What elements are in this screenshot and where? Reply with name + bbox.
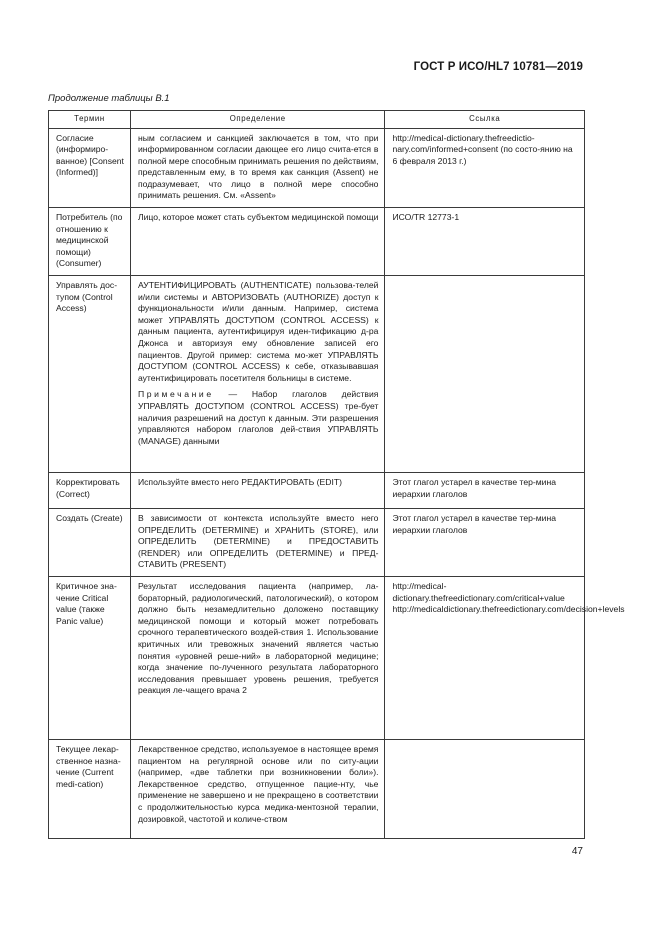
reference-cell: ИСО/TR 12773-1 xyxy=(385,208,585,276)
reference-cell xyxy=(385,276,585,473)
reference-cell: http://medical-dictionary.thefreedictionary.com/critical+value http://medicaldictionary.thefreedictionary.com/decision+levels xyxy=(385,577,585,740)
table-continuation-caption: Продолжение таблицы B.1 xyxy=(48,93,170,104)
table-row xyxy=(49,740,585,839)
table-row xyxy=(49,208,585,276)
table-row xyxy=(49,509,585,577)
term-cell: Корректировать (Correct) xyxy=(49,473,131,509)
column-header-term: Термин xyxy=(49,111,131,129)
table-row xyxy=(49,276,585,473)
table-row xyxy=(49,473,585,509)
reference-cell: http://medical-dictionary.thefreedictio-nary.com/informed+consent (по состо-янию на 6 февраля 2013 г.) xyxy=(385,128,585,208)
term-cell: Текущее лекар-ственное назна-чение (Current medi-cation) xyxy=(49,740,131,839)
term-cell: Создать (Create) xyxy=(49,509,131,577)
reference-cell: Этот глагол устарел в качестве тер-мина иерархии глаголов xyxy=(385,509,585,577)
term-cell: Согласие (информиро-ванное) [Consent (Informed)] xyxy=(49,128,131,208)
definition-cell: Лицо, которое может стать субъектом медицинской помощи xyxy=(130,208,385,276)
page-number: 47 xyxy=(571,846,583,857)
note xyxy=(138,389,379,447)
table-row xyxy=(49,577,585,740)
definition-cell: Результат исследования пациента (например, ла-бораторный, радиологический, патологический), о котором должно быть незамедлительно доложено поставщику медицинской помощи и который может потребовать срочного терапевтического воздей-ствия 1. Использование критичных или тревожных значений является частью понятия «уровней реше-ний» в лабораторной медицине; когда значение по-лученного результата лабораторного исследования превышает уровень решения, требуется реакция ле-чащего врача 2 xyxy=(130,577,385,740)
definition-cell: Лекарственное средство, используемое в настоящее время пациентом на регулярной основе или по ситу-ации (например, «две таблетки при возникновении боли»). Лекарственное средство, отпущенное пацие-нту, чье применение не завершено и не прекращено в соответствии с продолжительностью курса медика-ментозной терапии, дозировкой, частотой и количе-ством xyxy=(130,740,385,839)
reference-cell xyxy=(385,740,585,839)
note-label: Примечание xyxy=(137,389,214,400)
definition-cell xyxy=(130,276,385,473)
term-cell: Управлять дос-тупом (Control Access) xyxy=(49,276,131,473)
definition-cell: ным согласием и санкцией заключается в том, что при информированном согласии дающее его лицо счита-ется в полной мере способным принимать решения по действиям, представленным ему, в то время как санкция (Assent) не подразумевает, что лицо в полной мере способно принимать решения. См. «Assent» xyxy=(130,128,385,208)
definitions-table xyxy=(48,110,625,839)
definition-cell: Используйте вместо него РЕДАКТИРОВАТЬ (EDIT) xyxy=(130,473,385,509)
table-header-row xyxy=(49,111,585,129)
column-header-definition: Определение xyxy=(130,111,385,129)
column-header-reference: Ссылка xyxy=(385,111,585,129)
term-cell: Потребитель (по отношению к медицинской помощи) (Consumer) xyxy=(49,208,131,276)
term-cell: Критичное зна-чение Critical value (также Panic value) xyxy=(49,577,131,740)
document-id: ГОСТ Р ИСО/HL7 10781—2019 xyxy=(413,61,583,73)
definition-cell: В зависимости от контекста используйте вместо него ОПРЕДЕЛИТЬ (DETERMINE) и ХРАНИТЬ (STORE), или ОПРЕДЕЛИТЬ (DETERMINE) и ПРЕДОСТАВИТЬ (RENDER) или ОПРЕДЕЛИТЬ (DETERMINE) и ПРЕД-СТАВИТЬ (PRESENT) xyxy=(130,509,385,577)
reference-cell: Этот глагол устарел в качестве тер-мина иерархии глаголов xyxy=(385,473,585,509)
definition-text: АУТЕНТИФИЦИРОВАТЬ (AUTHENTICATE) пользова-телей и/или системы и АВТОРИЗОВАТЬ (AUTHORIZE) доступ к функциональности и/или данным. Например, система может УПРАВЛЯТЬ ДОСТУПОМ (CONTROL ACCESS) к данным пациента, аутентифицируя иден-тификацию д-ра Джонса и авторизуя ему обновление записей его пациентов. Другой пример: система мо-жет УПРАВЛЯТЬ ДОСТУПОМ (CONTROL ACCESS) к себе, отказывавшая аутентифицировать посетителя больницы в системе. xyxy=(137,280,379,383)
note-text: — Набор глаголов действия УПРАВЛЯТЬ ДОСТУПОМ (CONTROL ACCESS) тре-бует наличия разрешений на доступ к данным. Эти разрешения управляются набором глаголов дей-ствия УПРАВЛЯТЬ (MANAGE) данными xyxy=(137,389,379,446)
table-row xyxy=(49,128,585,208)
